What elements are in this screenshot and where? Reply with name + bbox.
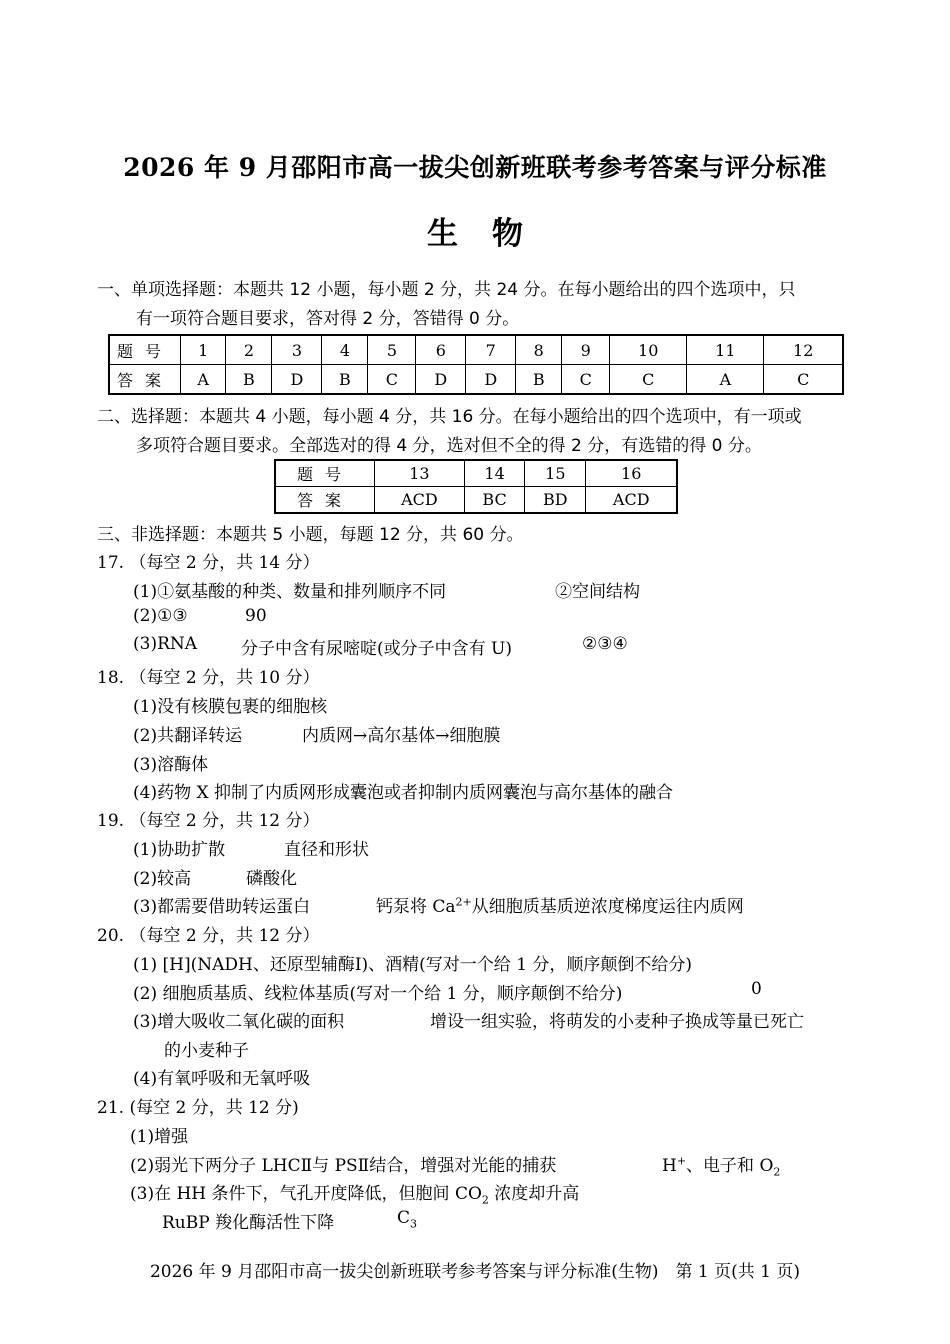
q19-answer-3b: 钙泵将 $Ca^{2+}$从细胞质基质逆浓度梯度运往内质网 bbox=[376, 895, 744, 917]
q18-answer-3: (3)溶酶体 bbox=[133, 755, 209, 775]
q21-answer-3b: RuBP 羧化酶活性下降 bbox=[162, 1213, 335, 1233]
q20-answer-3: (3)增大吸收二氧化碳的面积 bbox=[133, 1012, 345, 1032]
table-row bbox=[275, 460, 677, 487]
q19-answer-2b: 磷酸化 bbox=[246, 869, 297, 889]
q18-answer-2b: 内质网→高尔基体→细胞膜 bbox=[302, 726, 501, 746]
table-cell: B bbox=[322, 365, 368, 395]
table-header-label: 题号 bbox=[109, 335, 181, 365]
table-cell: D bbox=[272, 365, 322, 395]
table-cell: A bbox=[181, 365, 226, 395]
table-row bbox=[109, 335, 843, 365]
section2-intro-line1: 二、选择题：本题共 4 小题，每小题 4 分，共 16 分。在每小题给出的四个选项中，有一项或 bbox=[97, 407, 802, 427]
table-cell: D bbox=[466, 365, 516, 395]
subject-title: 生物 bbox=[427, 216, 557, 252]
q19-answer-2: (2)较高 bbox=[133, 869, 192, 889]
q17-answer-3c: ②③④ bbox=[582, 634, 628, 654]
section3-intro: 三、非选择题：本题共 5 小题，每题 12 分，共 60 分。 bbox=[97, 525, 524, 545]
table-cell: 7 bbox=[466, 335, 516, 365]
q19-answer-3: (3)都需要借助转运蛋白 bbox=[133, 897, 311, 917]
q20-answer-2b: 0 bbox=[751, 979, 762, 999]
table-cell: B bbox=[226, 365, 272, 395]
section2-intro-line2: 多项符合题目要求。全部选对的得 4 分，选对但不全的得 2 分，有选错的得 0 分。 bbox=[136, 436, 762, 456]
table-answer-label: 答案 bbox=[109, 365, 181, 395]
table-cell: D bbox=[416, 365, 466, 395]
section1-intro-line2: 有一项符合题目要求，答对得 2 分，答错得 0 分。 bbox=[136, 309, 520, 329]
section1-intro-line1: 一、单项选择题：本题共 12 小题，每小题 2 分，共 24 分。在每小题给出的四个选项中，只 bbox=[97, 280, 796, 300]
table-cell: 4 bbox=[322, 335, 368, 365]
table-cell: 11 bbox=[687, 335, 764, 365]
q17-answer-2b: 90 bbox=[245, 606, 267, 626]
table-cell: 6 bbox=[416, 335, 466, 365]
q17-answer-1: (1)①氨基酸的种类、数量和排列顺序不同 bbox=[133, 582, 447, 602]
q20-answer-1: (1) [H](NADH、还原型辅酶Ⅰ)、酒精(写对一个给 1 分，顺序颠倒不给分) bbox=[133, 955, 693, 975]
q20-answer-4: (4)有氧呼吸和无氧呼吸 bbox=[133, 1069, 311, 1089]
table-cell: 2 bbox=[226, 335, 272, 365]
q21-answer-3: (3)在 HH 条件下，气孔开度降低，但胞间 $CO_2$ 浓度却升高 bbox=[130, 1184, 580, 1207]
table-cell: C bbox=[368, 365, 416, 395]
q21-heading: 21. (每空 2 分，共 12 分) bbox=[97, 1098, 299, 1118]
table-cell: 9 bbox=[562, 335, 610, 365]
table-cell: 15 bbox=[525, 460, 586, 487]
table-cell: 5 bbox=[368, 335, 416, 365]
table-cell: B bbox=[516, 365, 562, 395]
q19-answer-1b: 直径和形状 bbox=[284, 840, 369, 860]
table-cell: 10 bbox=[610, 335, 687, 365]
q17-answer-3b: 分子中含有尿嘧啶(或分子中含有 U) bbox=[241, 639, 512, 659]
q21-answer-1: (1)增强 bbox=[130, 1127, 189, 1147]
q21-answer-3c: $C_3$ bbox=[397, 1208, 418, 1231]
table-cell: ACD bbox=[586, 487, 677, 514]
table-row bbox=[109, 365, 843, 395]
q21-answer-2: (2)弱光下两分子 LHCⅡ与 PSⅡ结合，增强对光能的捕获 bbox=[130, 1156, 557, 1176]
q17-heading: 17. （每空 2 分，共 14 分） bbox=[97, 553, 320, 573]
table-cell: BC bbox=[464, 487, 524, 514]
table-cell: 3 bbox=[272, 335, 322, 365]
q18-answer-2: (2)共翻译转运 bbox=[133, 726, 243, 746]
section1-answer-table bbox=[108, 334, 844, 395]
q17-answer-2: (2)①③ bbox=[133, 606, 188, 626]
q20-answer-3b: 增设一组实验，将萌发的小麦种子换成等量已死亡 bbox=[430, 1012, 804, 1032]
table-cell: A bbox=[687, 365, 764, 395]
q18-answer-1: (1)没有核膜包裹的细胞核 bbox=[133, 697, 328, 717]
table-cell: C bbox=[764, 365, 843, 395]
table-cell: BD bbox=[525, 487, 586, 514]
table-cell: 12 bbox=[764, 335, 843, 365]
table-cell: C bbox=[562, 365, 610, 395]
page-footer: 2026 年 9 月邵阳市高一拔尖创新班联考参考答案与评分标准(生物) 第 1 页(共 1 页) bbox=[149, 1262, 801, 1282]
table-cell: 14 bbox=[464, 460, 524, 487]
q17-answer-1b: ②空间结构 bbox=[555, 582, 640, 602]
q18-answer-4: (4)药物 X 抑制了内质网形成囊泡或者抑制内质网囊泡与高尔基体的融合 bbox=[133, 783, 673, 803]
section2-answer-table bbox=[274, 459, 678, 514]
q18-heading: 18. （每空 2 分，共 10 分） bbox=[97, 668, 320, 688]
q20-answer-2: (2) 细胞质基质、线粒体基质(写对一个给 1 分，顺序颠倒不给分) bbox=[133, 984, 623, 1004]
table-header-label: 题号 bbox=[275, 460, 375, 487]
table-cell: 16 bbox=[586, 460, 677, 487]
table-row bbox=[275, 487, 677, 514]
q20-heading: 20. （每空 2 分，共 12 分） bbox=[97, 926, 320, 946]
table-cell: C bbox=[610, 365, 687, 395]
table-cell: ACD bbox=[375, 487, 465, 514]
q21-answer-2b: H+、电子和 $O_2$ bbox=[662, 1154, 781, 1179]
document-title: 2026 年 9 月邵阳市高一拔尖创新班联考参考答案与评分标准 bbox=[123, 153, 827, 182]
table-answer-label: 答案 bbox=[275, 487, 375, 514]
table-cell: 8 bbox=[516, 335, 562, 365]
q20-answer-3c: 的小麦种子 bbox=[164, 1041, 249, 1061]
table-cell: 13 bbox=[375, 460, 465, 487]
table-cell: 1 bbox=[181, 335, 226, 365]
q19-answer-1: (1)协助扩散 bbox=[133, 840, 226, 860]
q19-heading: 19. （每空 2 分，共 12 分） bbox=[97, 811, 320, 831]
q17-answer-3: (3)RNA bbox=[133, 634, 198, 654]
